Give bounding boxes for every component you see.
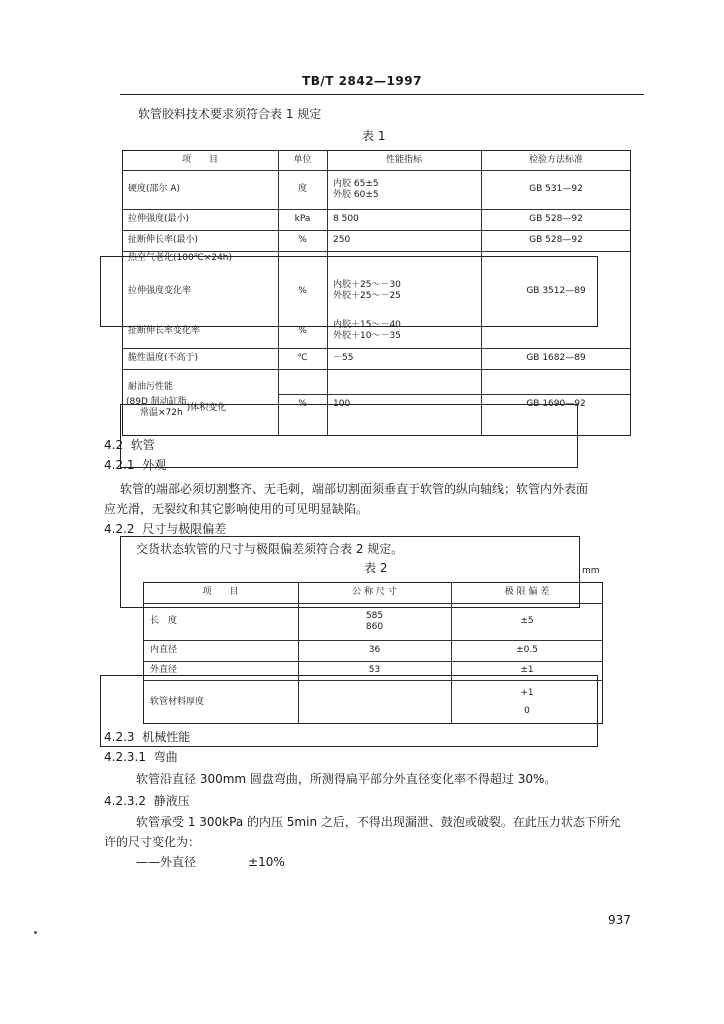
heading-number: 4.2.3 xyxy=(104,730,135,744)
oil-condition: 常温×72h xyxy=(140,408,183,418)
table2-cell-nominal: 36 xyxy=(368,645,381,655)
table1-cell-unit: % xyxy=(298,285,307,296)
intro-text: 软管胶料技术要求须符合表 1 规定 xyxy=(138,107,322,121)
table2-cell-nominal xyxy=(298,603,451,640)
heading-4-2-3-1 xyxy=(104,749,178,765)
spec-line: 外胶＋25～－25 xyxy=(333,291,401,301)
paragraph: 软管的端部必须切割整齐、无毛刺，端部切割面须垂直于软管的纵向轴线；软管内外表面 xyxy=(120,482,589,496)
table1-cell-spec: －55 xyxy=(333,353,354,363)
table1-cell-item: 脆性温度(不高于) xyxy=(128,353,199,363)
table1-cell-item: 扯断伸长率(最小) xyxy=(128,235,199,245)
heading-title: 尺寸与极限偏差 xyxy=(142,522,227,536)
tolerance-line: +1 xyxy=(520,688,534,698)
heading-title: 外观 xyxy=(142,458,167,472)
heading-4-2-3 xyxy=(104,729,190,745)
heading-title: 静液压 xyxy=(153,794,190,808)
table2-caption: 表 2 xyxy=(364,561,388,575)
table1-cell-spec xyxy=(329,170,481,209)
table2-cell-item: 软管材料厚度 xyxy=(150,696,205,707)
heading-title: 弯曲 xyxy=(153,750,178,764)
heading-number: 4.2.3.2 xyxy=(104,794,146,808)
table1-caption: 表 1 xyxy=(362,129,386,143)
table1-cell-method: GB 1690—92 xyxy=(526,398,586,409)
annotation-box xyxy=(100,256,598,327)
table1-cell-item: 拉伸强度变化率 xyxy=(128,285,192,296)
table1-cell-item: 硬度(邵尔 A) xyxy=(128,184,181,194)
table2-cell-tolerance: ±1 xyxy=(520,665,534,675)
heading-4-2-1 xyxy=(104,457,166,473)
list-item xyxy=(136,852,285,872)
spec-line: 内胶＋25～－30 xyxy=(333,280,401,290)
table2-cell-tolerance: ±5 xyxy=(520,616,534,626)
list-value: ±10% xyxy=(248,855,285,869)
scan-speck xyxy=(34,931,37,934)
paragraph: 软管沿直径 300mm 圆盘弯曲，所测得扁平部分外直径变化率不得超过 30%。 xyxy=(136,772,557,786)
header-rule xyxy=(120,94,644,95)
table1-header-method: 检验方法标准 xyxy=(528,154,583,165)
heading-number: 4.2.2 xyxy=(104,522,135,536)
table1-cell-unit: ℃ xyxy=(297,353,308,363)
paragraph: 软管承受 1 300kPa 的内压 5min 之后，不得出现漏泄、鼓泡或破裂。在此压力状态下所允 xyxy=(136,815,621,829)
table2-header-nominal: 公 称 尺 寸 xyxy=(352,587,397,597)
table1-header-item: 项 目 xyxy=(181,154,218,165)
table2-cell-nominal: 53 xyxy=(368,665,381,675)
heading-4-2-2 xyxy=(104,521,226,537)
table1-cell-unit: kPa xyxy=(294,214,311,224)
heading-number: 4.2.3.1 xyxy=(104,750,146,764)
annotation-box xyxy=(120,404,578,468)
oil-tail: )体积变化 xyxy=(186,402,227,413)
nominal-line: 585 xyxy=(365,610,384,621)
table2-cell-tolerance xyxy=(451,680,603,724)
paragraph: 许的尺寸变化为： xyxy=(104,835,201,849)
table1-cell-unit: % xyxy=(298,235,307,245)
spec-line: 外胶＋10～－35 xyxy=(333,331,401,341)
table1-cell-spec: 250 xyxy=(333,235,351,245)
table2-unit: mm xyxy=(582,566,600,576)
tolerance-line: 0 xyxy=(524,706,530,716)
table1-cell-oil-title: 耐油污性能 xyxy=(128,381,174,392)
table1-header-unit: 单位 xyxy=(293,154,312,165)
table1-cell-item: 扯断伸长率变化率 xyxy=(128,325,201,336)
page-number: 937 xyxy=(608,913,631,927)
heading-number: 4.2 xyxy=(104,438,124,452)
heading-number: 4.2.1 xyxy=(104,458,135,472)
spec-line: 外胶 60±5 xyxy=(333,189,379,200)
spec-line: 内胶 65±5 xyxy=(333,178,379,189)
table2-cell-item: 长 度 xyxy=(150,616,178,626)
table1-cell-method: GB 528—92 xyxy=(529,214,583,224)
table2-cell-item: 内直径 xyxy=(150,645,178,655)
table1-cell-unit: % xyxy=(298,325,307,336)
heading-title: 机械性能 xyxy=(142,730,191,744)
table1-cell-method: GB 1682—89 xyxy=(526,353,586,363)
table2-header-tolerance: 极 限 偏 差 xyxy=(504,587,550,597)
heading-4-2 xyxy=(104,437,155,453)
oil-medium: (89D 制动缸脂 xyxy=(126,397,187,407)
table1-header-spec: 性能指标 xyxy=(385,154,422,165)
list-label: ——外直径 xyxy=(136,855,197,869)
table2-cell-item: 外直径 xyxy=(150,665,178,675)
nominal-line: 860 xyxy=(365,621,384,632)
table1-cell-unit: 度 xyxy=(297,184,307,194)
paragraph: 交货状态软管的尺寸与极限偏差须符合表 2 规定。 xyxy=(136,542,404,556)
table1-hline xyxy=(122,369,631,370)
table1-cell-method: GB 531—92 xyxy=(529,184,583,194)
document-code: TB/T 2842—1997 xyxy=(302,74,422,88)
heading-title: 软管 xyxy=(130,438,155,452)
table2-cell-tolerance: ±0.5 xyxy=(516,645,538,655)
table2-header-item: 项 目 xyxy=(202,587,239,597)
table1-cell-spec: 100 xyxy=(333,398,351,409)
table1-cell-unit: % xyxy=(298,398,307,409)
paragraph: 应光滑，无裂纹和其它影响使用的可见明显缺陷。 xyxy=(104,502,369,516)
table1-cell-spec: 8 500 xyxy=(333,214,359,224)
table1-cell-method: GB 528—92 xyxy=(529,235,583,245)
table1-cell-aging-title: 热空气老化(100℃×24h) xyxy=(128,252,233,263)
table1-cell-method: GB 3512—89 xyxy=(526,285,586,296)
spec-line: 内胶＋15～－40 xyxy=(333,320,401,330)
heading-4-2-3-2 xyxy=(104,793,190,809)
table1-cell-item: 拉伸强度(最小) xyxy=(128,214,190,224)
